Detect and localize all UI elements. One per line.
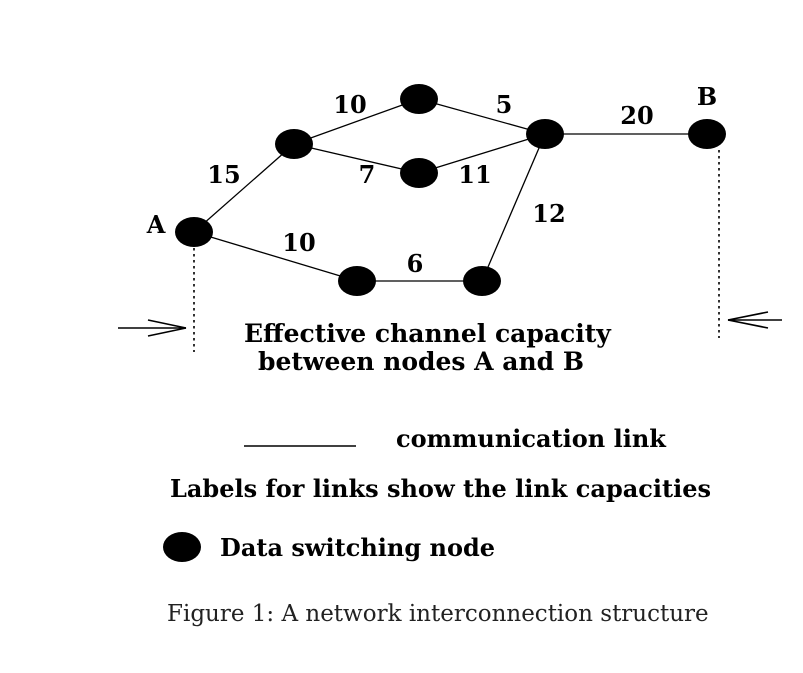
- node-label-A: A: [146, 210, 166, 239]
- link-A-n6: [194, 232, 357, 281]
- link-capacity-label: 7: [358, 160, 376, 189]
- legend-link-text: communication link: [396, 424, 666, 453]
- figure-caption: Figure 1: A network interconnection structure: [167, 601, 709, 627]
- node-n7: [463, 266, 501, 296]
- link-capacity-label: 11: [458, 160, 492, 189]
- link-capacity-label: 10: [282, 228, 316, 257]
- node-n3: [400, 158, 438, 188]
- link-capacity-label: 6: [406, 249, 424, 278]
- legend-node-swatch: [163, 532, 201, 562]
- arrow-left-icon: [728, 312, 782, 328]
- node-A: [175, 217, 213, 247]
- node-n6: [338, 266, 376, 296]
- link-capacity-label: 5: [495, 90, 513, 119]
- node-n1: [275, 129, 313, 159]
- link-n2-n4: [419, 99, 545, 134]
- link-capacity-label: 10: [333, 90, 367, 119]
- node-n2: [400, 84, 438, 114]
- node-B: [688, 119, 726, 149]
- link-capacity-label: 20: [620, 101, 654, 130]
- link-capacity-label: 15: [207, 160, 241, 189]
- effective-capacity-line2: between nodes A and B: [258, 347, 584, 376]
- legend-node-text: Data switching node: [220, 533, 496, 562]
- link-n1-n3: [294, 144, 419, 173]
- effective-capacity-line1: Effective channel capacity: [244, 319, 611, 348]
- node-label-B: B: [696, 82, 718, 111]
- node-n4: [526, 119, 564, 149]
- link-capacity-label: 12: [532, 199, 566, 228]
- legend-labels-text: Labels for links show the link capacities: [170, 474, 711, 503]
- arrow-right-icon: [118, 320, 186, 336]
